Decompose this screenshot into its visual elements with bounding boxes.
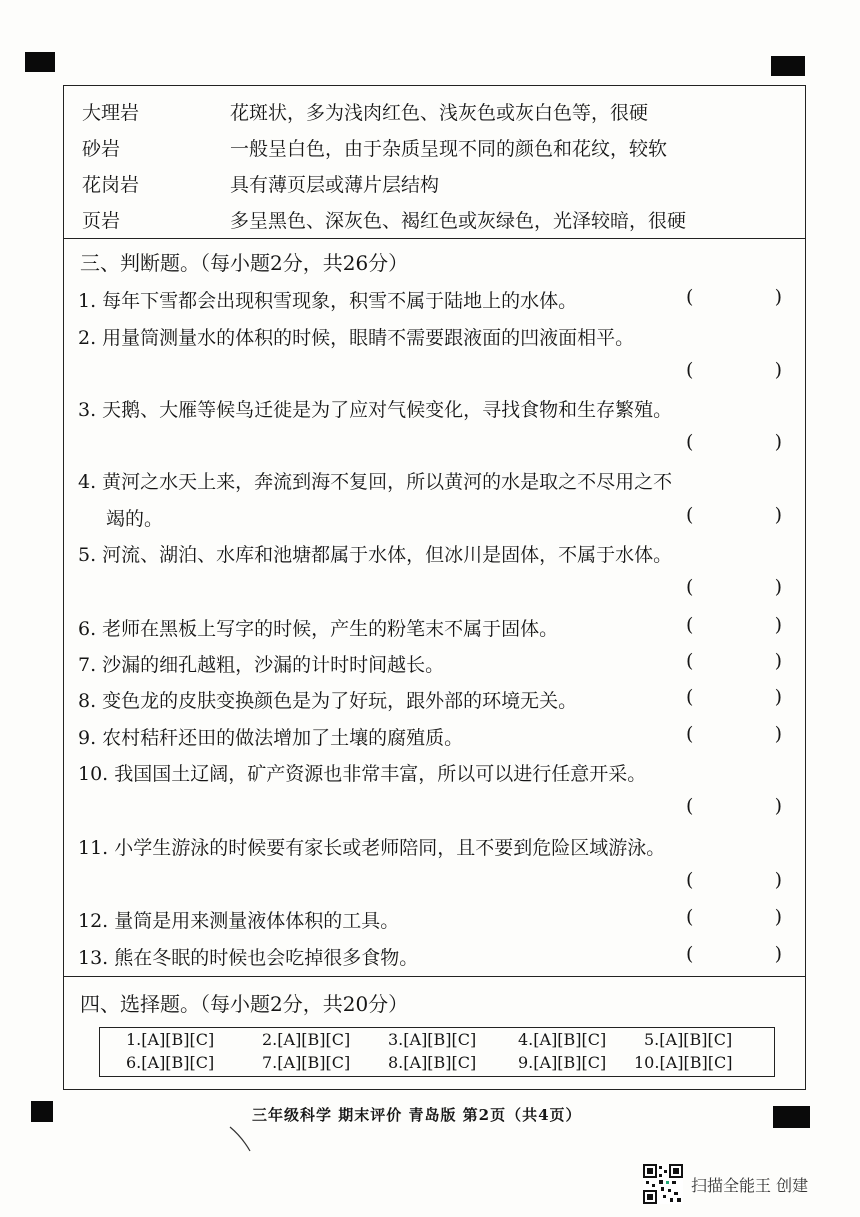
answer-bubble-set[interactable]: 4.[A][B][C] — [518, 1030, 607, 1049]
answer-parentheses[interactable]: ( ) — [686, 906, 782, 928]
question-text: 10. 我国国土辽阔，矿产资源也非常丰富，所以可以进行任意开采。 — [78, 763, 647, 785]
multiple-choice-section — [64, 976, 805, 1091]
question-text-continued: 竭的。 — [106, 508, 164, 530]
question-text: 2. 用量筒测量水的体积的时候，眼睛不需要跟液面的凹液面相平。 — [78, 327, 635, 349]
rock-name: 页岩 — [82, 210, 121, 232]
rock-description: 多呈黑色、深灰色、褐红色或灰绿色，光泽较暗，很硬 — [230, 210, 687, 232]
answer-bubble-set[interactable]: 2.[A][B][C] — [262, 1030, 351, 1049]
answer-parentheses[interactable]: ( ) — [686, 504, 782, 526]
answer-grid — [99, 1027, 775, 1077]
answer-parentheses[interactable]: ( ) — [686, 650, 782, 672]
answer-bubble-set[interactable]: 6.[A][B][C] — [126, 1053, 215, 1072]
question-text: 12. 量筒是用来测量液体体积的工具。 — [78, 910, 400, 932]
answer-parentheses[interactable]: ( ) — [686, 431, 782, 453]
answer-bubble-set[interactable]: 8.[A][B][C] — [388, 1053, 477, 1072]
section-title: 四、选择题。（每小题2分，共20分） — [80, 992, 409, 1016]
question-text: 9. 农村秸秆还田的做法增加了土壤的腐殖质。 — [78, 727, 464, 749]
registration-mark — [771, 56, 805, 76]
rock-description: 具有薄页层或薄片层结构 — [230, 174, 440, 196]
question-text: 11. 小学生游泳的时候要有家长或老师陪同，且不要到危险区域游泳。 — [78, 837, 666, 859]
rock-table — [64, 86, 805, 239]
pen-stroke — [228, 1125, 258, 1155]
question-text: 6. 老师在黑板上写字的时候，产生的粉笔末不属于固体。 — [78, 618, 559, 640]
rock-description: 一般呈白色，由于杂质呈现不同的颜色和花纹，较软 — [230, 138, 668, 160]
rock-description: 花斑状，多为浅肉红色、浅灰色或灰白色等，很硬 — [230, 102, 649, 124]
answer-bubble-set[interactable]: 1.[A][B][C] — [126, 1030, 215, 1049]
answer-bubble-set[interactable]: 7.[A][B][C] — [262, 1053, 351, 1072]
answer-parentheses[interactable]: ( ) — [686, 614, 782, 636]
answer-bubble-set[interactable]: 5.[A][B][C] — [644, 1030, 733, 1049]
registration-mark — [773, 1106, 810, 1128]
answer-parentheses[interactable]: ( ) — [686, 686, 782, 708]
question-text: 1. 每年下雪都会出现积雪现象，积雪不属于陆地上的水体。 — [78, 290, 578, 312]
answer-parentheses[interactable]: ( ) — [686, 359, 782, 381]
question-text: 8. 变色龙的皮肤变换颜色是为了好玩，跟外部的环境无关。 — [78, 690, 578, 712]
registration-mark — [31, 1101, 53, 1122]
question-text: 4. 黄河之水天上来，奔流到海不复回，所以黄河的水是取之不尽用之不 — [78, 471, 673, 493]
question-text: 5. 河流、湖泊、水库和池塘都属于水体，但冰川是固体，不属于水体。 — [78, 544, 673, 566]
qr-code-icon — [643, 1164, 683, 1204]
answer-parentheses[interactable]: ( ) — [686, 286, 782, 308]
question-text: 7. 沙漏的细孔越粗，沙漏的计时时间越长。 — [78, 654, 445, 676]
question-text: 3. 天鹅、大雁等候鸟迁徙是为了应对气候变化，寻找食物和生存繁殖。 — [78, 399, 673, 421]
answer-parentheses[interactable]: ( ) — [686, 869, 782, 891]
answer-bubble-set[interactable]: 9.[A][B][C] — [518, 1053, 607, 1072]
rock-name: 砂岩 — [82, 138, 121, 160]
scanner-watermark — [643, 1164, 808, 1204]
rock-name: 花岗岩 — [82, 174, 140, 196]
page-footer: 三年级科学 期末评价 青岛版 第2页（共4页） — [252, 1106, 582, 1124]
rock-name: 大理岩 — [82, 102, 140, 124]
registration-mark — [25, 52, 55, 72]
section-title: 三、判断题。（每小题2分，共26分） — [80, 251, 409, 275]
question-text: 13. 熊在冬眠的时候也会吃掉很多食物。 — [78, 947, 419, 969]
answer-bubble-set[interactable]: 3.[A][B][C] — [388, 1030, 477, 1049]
answer-parentheses[interactable]: ( ) — [686, 723, 782, 745]
watermark-text: 扫描全能王 创建 — [691, 1175, 809, 1195]
answer-parentheses[interactable]: ( ) — [686, 943, 782, 965]
answer-parentheses[interactable]: ( ) — [686, 576, 782, 598]
answer-parentheses[interactable]: ( ) — [686, 795, 782, 817]
answer-bubble-set[interactable]: 10.[A][B][C] — [634, 1053, 733, 1072]
exam-frame — [63, 85, 806, 1090]
true-false-section — [64, 238, 805, 977]
